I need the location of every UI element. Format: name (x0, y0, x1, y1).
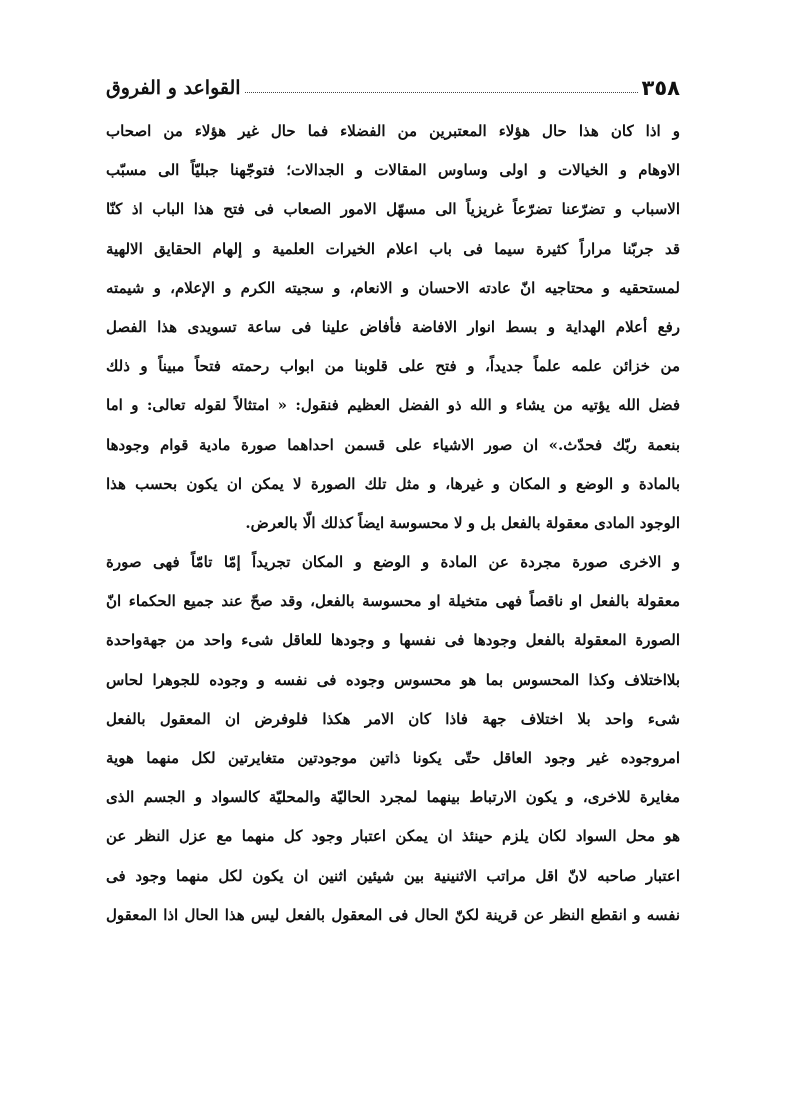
running-header (106, 64, 680, 100)
text-line: الوجود المادى معقولة بالفعل بل و لا محسوسة ايضاً كذلك الّا بالعرض. (245, 513, 680, 532)
text-line: فضل الله يؤتيه من يشاء و الله ذو الفضل العظيم فنقول: « امتثالاً لقوله تعالى: و اما (106, 396, 680, 415)
text-line: امروجوده غير وجود العاقل حتّى يكونا ذاتين موجودتين متغايرتين لكل منهما هوية (106, 749, 680, 767)
text-line: معقولة بالفعل او ناقصاً فهى متخيلة او محسوسة بالفعل، وقد صحّ عند جميع الحكماء انّ (106, 592, 680, 611)
text-line: من خزائن علمه علماً جديداً، و فتح على قلوبنا من ابواب رحمته فتحاً مبيناً و ذلك (106, 357, 680, 376)
text-line: الصورة المعقولة بالفعل وجودها فى نفسها و وجودها للعاقل شىء واحد من جهةواحدة (106, 631, 680, 650)
text-line: شىء واحد بلا اختلاف جهة فاذا كان الامر هكذا فلوفرض ان المعقول بالفعل (106, 709, 680, 728)
text-line: لمستحقيه و محتاجيه انّ عادته الاحسان و الانعام، و سجيته الكرم و الإعلام، و شيمته (106, 278, 680, 297)
text-line: الاوهام و الخيالات و اولى وساوس المقالات و الجدالات؛ فتوجّهنا جبليّاً الى مسبّب (106, 161, 680, 180)
text-line: الاسباب و تضرّعنا تضرّعاً غريزياً الى مسهّل الامور الصعاب فى فتح هذا الباب اذ كنّا (106, 200, 680, 219)
text-line: و الاخرى صورة مجردة عن المادة و الوضع و المكان تجريداً إمّا تامّاً فهى صورة (106, 553, 680, 572)
text-line: نفسه و انقطع النظر عن قرينة لكنّ الحال فى المعقول بالفعل ليس هذا الحال اذا المعقول (106, 905, 680, 924)
dotted-leader (245, 92, 638, 93)
text-line: بلااختلاف وكذا المحسوس بما هو محسوس وجوده فى نفسه و وجوده للجوهرا لحاس (106, 670, 680, 689)
text-line: رفع أعلام الهداية و بسط انوار الافاضة فأفاض علينا فى ساعة تسويدى هذا الفصل (106, 317, 680, 336)
text-line: قد جربّنا مراراً كثيرة سيما فى باب اعلام الخيرات العلمية و إلهام الحقايق الالهية (106, 239, 680, 258)
text-line: اعتبار صاحبه لانّ اقل مراتب الاثنينية بين شيئين اثنين ان يكون لكل منهما وجود فى (106, 866, 680, 885)
text-line: و اذا كان هذا حال هؤلاء المعتبرين من الفضلاء فما حال غير هؤلاء من اصحاب (106, 122, 680, 140)
body-text (106, 112, 680, 935)
text-line: بنعمة ربّك فحدّث.» ان صور الاشياء على قسمن احداهما صورة مادية قوام وجودها (106, 435, 680, 454)
page-number: ٣٥٨ (641, 76, 680, 100)
running-title: القواعد و الفروق (106, 77, 241, 99)
text-line: هو محل السواد لكان يلزم حينئذ ان يمكن اعتبار وجود كل منهما مع عزل النظر عن (106, 827, 680, 846)
text-line: بالمادة و الوضع و المكان و غيرها، و مثل تلك الصورة لا يمكن ان يكون بحسب هذا (106, 474, 680, 493)
text-line: مغايرة للاخرى، و يكون الارتباط بينهما لمجرد الحاليّة والمحليّة كالسواد و الجسم الذى (106, 788, 680, 807)
